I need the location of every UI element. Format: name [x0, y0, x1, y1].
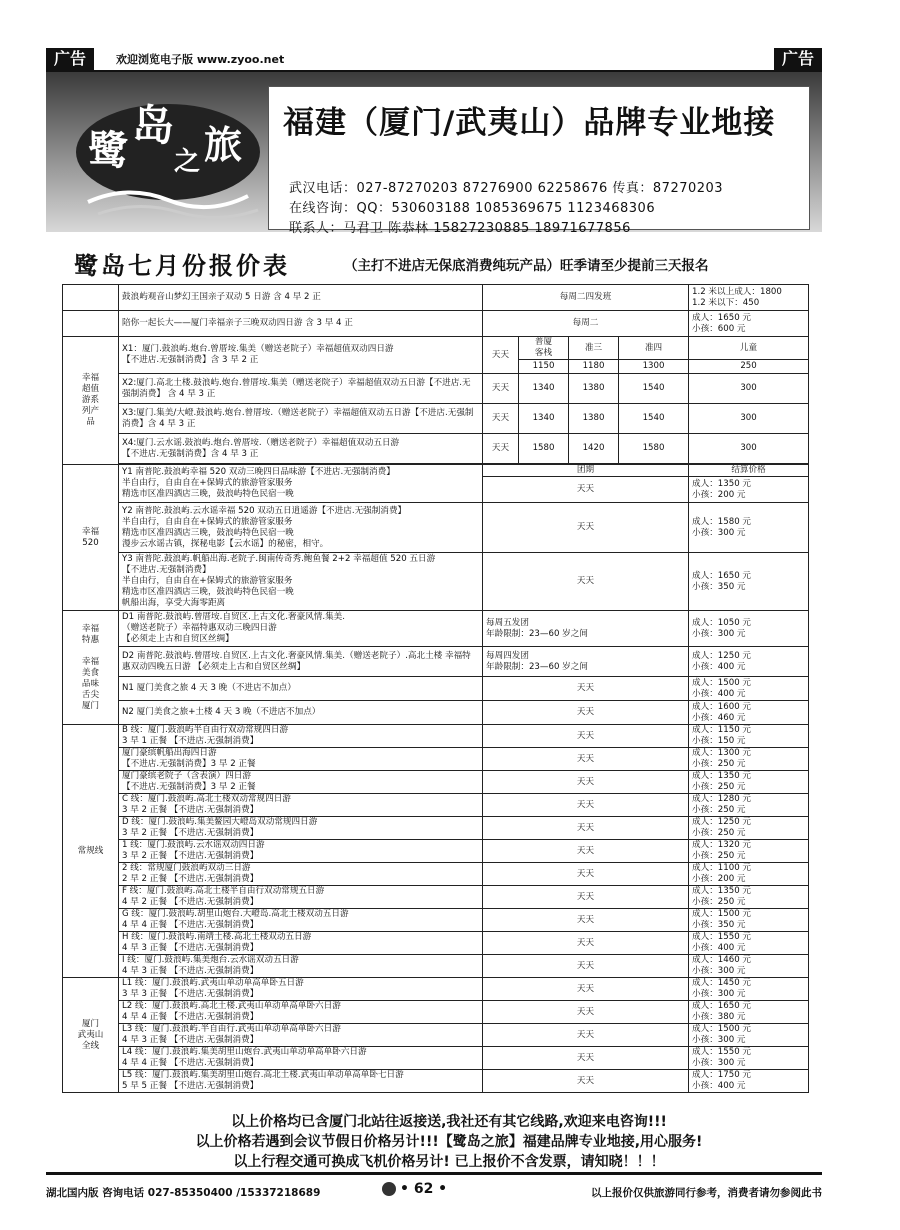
price-table-title: [46, 246, 822, 278]
brand-logo: [68, 92, 268, 222]
table-row: [63, 311, 809, 337]
route-price: 成人：1500 元 小孩：350 元: [689, 909, 809, 932]
route-name: I 线：厦门.鼓浪屿.集美炮台.云水谣双动五日游 4 早 3 正餐 【不进店.无强制消费】: [119, 955, 483, 978]
cat-empty: [63, 285, 119, 311]
price-cell: 1380: [569, 404, 619, 434]
cat-empty: [63, 311, 119, 337]
price-cell: 1180: [569, 360, 619, 374]
route-date: 天天: [483, 337, 519, 374]
route-name: Y1 南普陀.鼓浪屿幸福 520 双动三晚四日品味游【不进店.无强制消费】 半自由行，自由自在+保姆式的旅游管家服务 精选市区准四酒店三晚，鼓浪屿特色民宿一晚: [119, 465, 483, 503]
price-cell: 1540: [619, 374, 689, 404]
route-date: 天天: [483, 1001, 689, 1024]
price-cell: 250: [689, 360, 809, 374]
route-name: D1 南普陀.鼓浪屿.曾厝垵.自贸区.上古文化.奢豪风情.集美. （赠送老院子）幸福特惠双动三晚四日游 【必须走上古和自贸区丝绸】: [119, 611, 483, 647]
col-header: 准三: [569, 337, 619, 360]
route-date: 天天: [483, 886, 689, 909]
route-name: 1 线：厦门.鼓浪屿.云水谣双动四日游 3 早 2 正餐 【不进店.无强制消费】: [119, 840, 483, 863]
route-price: 成人：1500 元 小孩：400 元: [689, 677, 809, 701]
route-name: Y2 南普陀.鼓浪屿.云水谣幸福 520 双动五日逍遥游【不进店.无强制消费】 半自由行，自由自在+保姆式的旅游管家服务 精选市区准四酒店三晚，鼓浪屿特色民宿一晚 漫步云水谣古镇，探秘电影【云水谣】的秘密，相守。: [119, 503, 483, 553]
col-header: 儿童: [689, 337, 809, 360]
title-main: 鹭岛七月份报价表: [74, 252, 290, 280]
logo-icon: [68, 92, 268, 222]
route-price: 成人：1500 元 小孩：300 元: [689, 1024, 809, 1047]
table-row: [63, 503, 809, 553]
route-date: 每周二四发班: [483, 285, 689, 311]
route-name: D 线：厦门.鼓浪屿.集美鳌园大嶝岛双动常规四日游 3 早 2 正餐 【不进店.无强制消费】: [119, 817, 483, 840]
route-date: 天天: [483, 748, 689, 771]
route-name: L5 线：厦门.鼓浪屿.集美胡里山炮台.高北土楼.武夷山单动单高单卧七日游 5 早 5 正餐 【不进店.无强制消费】: [119, 1070, 483, 1093]
table-row: [63, 647, 809, 677]
category-changgui: 常规线: [63, 725, 119, 978]
route-name: 厦门豪缤帆船出海四日游 【不进店.无强制消费】3 早 2 正餐: [119, 748, 483, 771]
page-number-text: • 62 •: [400, 1181, 448, 1197]
route-name: L1 线：厦门.鼓浪屿.武夷山单动单高单卧五日游 3 早 3 正餐 【不进店.无强制消费】: [119, 978, 483, 1001]
route-name: H 线：厦门.鼓浪屿.南靖土楼.高北土楼双动五日游 4 早 3 正餐 【不进店.无强制消费】: [119, 932, 483, 955]
ad-tag-left: 广告: [46, 48, 94, 70]
route-name: F 线：厦门.鼓浪屿.高北土楼半自由行双动常规五日游 4 早 2 正餐 【不进店.无强制消费】: [119, 886, 483, 909]
qq-line: 在线咨询：QQ：530603188 1085369675 1123468306: [289, 201, 656, 216]
route-price: 成人：1320 元 小孩：250 元: [689, 840, 809, 863]
price-cell: 1420: [569, 434, 619, 464]
route-date: 天天: [483, 503, 689, 553]
price-table: [62, 284, 809, 1093]
route-price: 成人：1450 元 小孩：300 元: [689, 978, 809, 1001]
route-date: 天天: [483, 477, 689, 503]
footer-notes: [46, 1112, 852, 1172]
ad-tag-right: 广告: [774, 48, 822, 70]
route-price: 成人：1300 元 小孩：250 元: [689, 748, 809, 771]
route-date: 天天: [483, 771, 689, 794]
route-name: L3 线：厦门.鼓浪屿.半自由行.武夷山单动单高单卧六日游 4 早 3 正餐 【不进店.无强制消费】: [119, 1024, 483, 1047]
table-row: [63, 886, 809, 909]
route-date: 天天: [483, 725, 689, 748]
route-price: 成人：1650 元 小孩：350 元: [689, 553, 809, 611]
route-name: N1 厦门美食之旅 4 天 3 晚（不进店不加点）: [119, 677, 483, 701]
route-name: X4:厦门.云水谣.鼓浪屿.炮台.曾厝垵.（赠送老院子）幸福超值双动五日游 【不进店.无强制消费】含 4 早 3 正: [119, 434, 483, 464]
route-name: C 线：厦门.鼓浪屿.高北土楼双动常规四日游 3 早 2 正餐 【不进店.无强制消费】: [119, 794, 483, 817]
category-tehui: 幸福 特惠 幸福 美食 品味 舌尖 厦门: [63, 611, 119, 725]
route-price: 成人：1460 元 小孩：300 元: [689, 955, 809, 978]
price-cell: 300: [689, 434, 809, 464]
table-row: [63, 465, 809, 477]
route-date: 天天: [483, 955, 689, 978]
route-date: 天天: [483, 553, 689, 611]
route-name: X3:厦门.集美/大嶝.鼓浪屿.炮台.曾厝垵.（赠送老院子）幸福超值双动五日游【不进店.无强制消费】含 4 早 3 正: [119, 404, 483, 434]
route-price: 成人：1550 元 小孩：400 元: [689, 932, 809, 955]
table-row: [63, 932, 809, 955]
route-price: 成人：1250 元 小孩：250 元: [689, 817, 809, 840]
route-date: 天天: [483, 1024, 689, 1047]
table-row: [63, 817, 809, 840]
table-row: [63, 611, 809, 647]
route-date: 天天: [483, 701, 689, 725]
route-name: 2 线：常规厦门鼓浪屿双动三日游 2 早 2 正餐 【不进店.无强制消费】: [119, 863, 483, 886]
route-price: 成人：1600 元 小孩：460 元: [689, 701, 809, 725]
table-row: [63, 1024, 809, 1047]
route-date: 天天: [483, 1070, 689, 1093]
route-price: 1.2 米以上成人：1800 1.2 米以下：450: [689, 285, 809, 311]
route-date: 天天: [483, 817, 689, 840]
route-date: 天天: [483, 1047, 689, 1070]
route-price: 成人：1150 元 小孩：150 元: [689, 725, 809, 748]
route-date: 天天: [483, 978, 689, 1001]
table-row: [63, 1001, 809, 1024]
bottom-bar: [46, 1172, 822, 1215]
table-row: [63, 978, 809, 1001]
contact-person-line: 联系人：马君卫 陈恭林 15827230885 18971677856: [289, 221, 631, 236]
route-date: 天天: [483, 840, 689, 863]
table-row: [63, 285, 809, 311]
table-row: [63, 1047, 809, 1070]
table-row: [63, 701, 809, 725]
price-cell: 1380: [569, 374, 619, 404]
title-subtitle: （主打不进店无保底消费纯玩产品）旺季请至少提前三天报名: [344, 258, 709, 274]
page-number: [382, 1181, 447, 1197]
route-price: 成人：1650 元 小孩：380 元: [689, 1001, 809, 1024]
col-header: 普厦 客栈: [519, 337, 569, 360]
table-row: [63, 1070, 809, 1093]
price-cell: 1300: [619, 360, 689, 374]
route-price: 成人：1250 元 小孩：400 元: [689, 647, 809, 677]
category-xingfu: 幸福 超值 游系 列产 品: [63, 337, 119, 465]
route-date: 天天: [483, 863, 689, 886]
brand-headline: 福建（厦门/武夷山）品牌专业地接: [283, 105, 776, 141]
route-date: 天天: [483, 434, 519, 464]
route-price: 成人：1550 元 小孩：300 元: [689, 1047, 809, 1070]
note-line: 以上行程交通可换成飞机价格另计! 已上报价不含发票，请知晓！！！: [233, 1154, 665, 1170]
col-header: 准四: [619, 337, 689, 360]
route-price: 成人：1100 元 小孩：200 元: [689, 863, 809, 886]
route-price: 成人：1580 元 小孩：300 元: [689, 503, 809, 553]
price-cell: 300: [689, 374, 809, 404]
headline-box: [268, 86, 810, 236]
route-date: 每周二: [483, 311, 689, 337]
col-header: 结算价格: [689, 465, 809, 477]
price-cell: 1340: [519, 374, 569, 404]
table-row: [63, 404, 809, 434]
route-name: N2 厦门美食之旅+土楼 4 天 3 晚（不进店不加点）: [119, 701, 483, 725]
route-name: 鼓浪屿观音山梦幻王国亲子双动 5 日游 含 4 早 2 正: [119, 285, 483, 311]
table-row: [63, 677, 809, 701]
route-name: 厦门豪缤老院子（含表演）四日游 【不进店.无强制消费】3 早 2 正餐: [119, 771, 483, 794]
table-row: [63, 840, 809, 863]
note-line: 以上价格若遇到会议节假日价格另计!!!【鹭岛之旅】福建品牌专业地接,用心服务!: [195, 1134, 703, 1150]
svg-text:鹭: 鹭: [88, 127, 128, 174]
phone-line: 武汉电话：027-87270203 87276900 62258676 传真：87270203: [289, 181, 724, 196]
route-name: L2 线：厦门.鼓浪屿.高北土楼.武夷山单动单高单卧六日游 4 早 4 正餐 【不进店.无强制消费】: [119, 1001, 483, 1024]
edition-contact: 湖北国内版 咨询电话 027-85350400 /15337218689: [46, 1187, 321, 1199]
route-name: G 线：厦门.鼓浪屿.胡里山炮台.大嶝岛.高北土楼双动五日游 4 早 4 正餐 【不进店.无强制消费】: [119, 909, 483, 932]
price-cell: 1580: [519, 434, 569, 464]
route-date: 每周四发团 年龄限制：23—60 岁之间: [483, 647, 689, 677]
price-cell: 1340: [519, 404, 569, 434]
route-name: Y3 南普陀.鼓浪屿.帆船出海.老院子.闽南传奇秀.鲍鱼餐 2+2 幸福超值 520 五日游 【不进店.无强制消费】 半自由行，自由自在+保姆式的旅游管家服务 精选市区准四酒店三晚，鼓浪屿特色民宿一晚 帆船出海，享受大海零距离: [119, 553, 483, 611]
table-row: [63, 374, 809, 404]
table-row: [63, 725, 809, 748]
disclaimer: 以上报价仅供旅游同行参考，消费者请勿参阅此书: [591, 1187, 822, 1199]
route-price: 成人：1350 元 小孩：200 元: [689, 477, 809, 503]
route-price: 成人：1350 元 小孩：250 元: [689, 771, 809, 794]
table-row: [63, 434, 809, 464]
banner: [46, 72, 822, 236]
price-cell: 300: [689, 404, 809, 434]
route-name: X1：厦门.鼓浪屿.炮台.曾厝垵.集美（赠送老院子）幸福超值双动四日游 【不进店.无强制消费】含 3 早 2 正: [119, 337, 483, 374]
route-name: X2:厦门.高北土楼.鼓浪屿.炮台.曾厝垵.集美（赠送老院子）幸福超值双动五日游【不进店.无强制消费】 含 4 早 3 正: [119, 374, 483, 404]
route-date: 每周五发团 年龄限制：23—60 岁之间: [483, 611, 689, 647]
page-emblem-icon: [382, 1182, 396, 1196]
table-row: [63, 909, 809, 932]
route-date: 天天: [483, 374, 519, 404]
route-price: 成人：1050 元 小孩：300 元: [689, 611, 809, 647]
table-row: [63, 794, 809, 817]
top-bar: [46, 48, 822, 72]
price-cell: 1150: [519, 360, 569, 374]
route-price: 成人：1750 元 小孩：400 元: [689, 1070, 809, 1093]
route-name: B 线：厦门.鼓浪屿半自由行双动常规四日游 3 早 1 正餐 【不进店.无强制消费】: [119, 725, 483, 748]
website-url[interactable]: 欢迎浏览电子版 www.zyoo.net: [116, 53, 285, 66]
svg-text:之: 之: [174, 147, 201, 177]
category-520: 幸福 520: [63, 465, 119, 611]
table-row: [63, 955, 809, 978]
price-cell: 1580: [619, 434, 689, 464]
col-header: 团期: [483, 465, 689, 477]
route-name: D2 南普陀.鼓浪屿.曾厝垵.自贸区.上古文化.奢豪风情.集美.（赠送老院子）.高北土楼 幸福特惠双动四晚五日游 【必须走上古和自贸区丝绸】: [119, 647, 483, 677]
route-price: 成人：1350 元 小孩：250 元: [689, 886, 809, 909]
svg-text:岛: 岛: [132, 101, 175, 150]
route-date: 天天: [483, 932, 689, 955]
route-date: 天天: [483, 677, 689, 701]
table-row: [63, 553, 809, 611]
route-name: L4 线：厦门.鼓浪屿.集美胡里山炮台.武夷山单动单高单卧六日游 4 早 4 正餐 【不进店.无强制消费】: [119, 1047, 483, 1070]
category-wuyishan: 厦门 武夷山 全线: [63, 978, 119, 1093]
price-cell: 1540: [619, 404, 689, 434]
note-line: 以上价格均已含厦门北站往返接送,我社还有其它线路,欢迎来电咨询!!!: [231, 1114, 667, 1130]
route-date: 天天: [483, 909, 689, 932]
table-row: [63, 337, 809, 360]
table-row: [63, 771, 809, 794]
table-row: [63, 863, 809, 886]
route-date: 天天: [483, 404, 519, 434]
route-name: 陪你一起长大——厦门幸福亲子三晚双动四日游 含 3 早 4 正: [119, 311, 483, 337]
route-price: 成人：1650 元 小孩：600 元: [689, 311, 809, 337]
svg-text:旅: 旅: [204, 122, 243, 167]
table-row: [63, 748, 809, 771]
route-price: 成人：1280 元 小孩：250 元: [689, 794, 809, 817]
route-date: 天天: [483, 794, 689, 817]
